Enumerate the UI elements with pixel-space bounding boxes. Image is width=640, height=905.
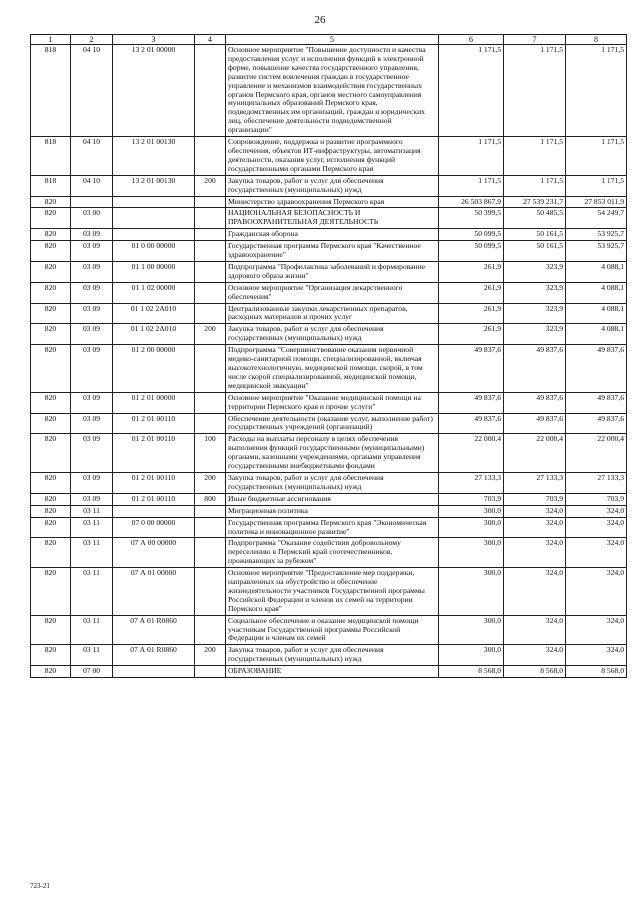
- target-article-code: 07 А 01 R0860: [113, 615, 195, 645]
- amount-year-3: 27 133,3: [566, 472, 627, 493]
- ministry-code: 820: [31, 493, 71, 505]
- table-row: [31, 261, 627, 282]
- amount-year-3: 53 925,7: [566, 241, 627, 262]
- section-code: 03 11: [71, 538, 113, 568]
- section-code: 03 09: [71, 493, 113, 505]
- column-number: 4: [195, 35, 226, 45]
- amount-year-1: 27 133,3: [439, 472, 504, 493]
- amount-year-2: 323,9: [504, 282, 566, 303]
- amount-year-1: 261,9: [439, 303, 504, 324]
- table-row: [31, 241, 627, 262]
- column-number: 7: [504, 35, 566, 45]
- amount-year-3: 1 171,5: [566, 137, 627, 176]
- table-row: [31, 303, 627, 324]
- amount-year-2: 324,0: [504, 645, 566, 666]
- amount-year-1: 300,0: [439, 505, 504, 517]
- section-code: 03 09: [71, 434, 113, 473]
- table-row: [31, 208, 627, 229]
- table-row: [31, 345, 627, 393]
- page-number: 26: [314, 14, 326, 26]
- amount-year-3: 4 088,1: [566, 261, 627, 282]
- ministry-code: 820: [31, 538, 71, 568]
- ministry-code: 818: [31, 175, 71, 196]
- section-code: 07 00: [71, 666, 113, 678]
- expense-type-code: [195, 229, 226, 241]
- amount-year-3: 4 088,1: [566, 324, 627, 345]
- amount-year-2: 50 161,5: [504, 241, 566, 262]
- ministry-code: 820: [31, 645, 71, 666]
- section-code: 03 09: [71, 392, 113, 413]
- amount-year-1: 300,0: [439, 615, 504, 645]
- ministry-code: 818: [31, 137, 71, 176]
- table-row: [31, 229, 627, 241]
- section-code: 03 11: [71, 505, 113, 517]
- expense-type-code: [195, 345, 226, 393]
- target-article-code: 01 2 01 00110: [113, 472, 195, 493]
- section-code: 03 00: [71, 208, 113, 229]
- amount-year-1: 300,0: [439, 568, 504, 616]
- target-article-code: 01 1 00 00000: [113, 261, 195, 282]
- amount-year-2: 50 161,5: [504, 229, 566, 241]
- expense-type-code: 200: [195, 324, 226, 345]
- target-article-code: 13 2 01 00130: [113, 175, 195, 196]
- ministry-code: 820: [31, 229, 71, 241]
- column-number: 6: [439, 35, 504, 45]
- amount-year-3: 324,0: [566, 615, 627, 645]
- amount-year-2: 324,0: [504, 568, 566, 616]
- table-row: [31, 392, 627, 413]
- budget-table: [30, 34, 627, 678]
- amount-year-1: 300,0: [439, 517, 504, 538]
- amount-year-1: 50 399,5: [439, 208, 504, 229]
- amount-year-2: 22 000,4: [504, 434, 566, 473]
- table-row: [31, 282, 627, 303]
- target-article-code: 07 А 01 00000: [113, 568, 195, 616]
- amount-year-2: 1 171,5: [504, 137, 566, 176]
- amount-year-2: 324,0: [504, 615, 566, 645]
- expense-type-code: [195, 538, 226, 568]
- table-row: [31, 615, 627, 645]
- item-description: Закупка товаров, работ и услуг для обеспечения государственных (муниципальных) нужд: [226, 324, 439, 345]
- target-article-code: 01 2 01 00110: [113, 434, 195, 473]
- expense-type-code: [195, 261, 226, 282]
- table-row: [31, 666, 627, 678]
- amount-year-1: 1 171,5: [439, 137, 504, 176]
- item-description: Гражданская оборона: [226, 229, 439, 241]
- item-description: Расходы на выплаты персоналу в целях обеспечения выполнения функций государственными (муниципальными) органами, казенными учреждениями, органами управления государственными внебюджетными фондами: [226, 434, 439, 473]
- target-article-code: [113, 505, 195, 517]
- section-code: 03 09: [71, 282, 113, 303]
- expense-type-code: [195, 392, 226, 413]
- amount-year-3: 324,0: [566, 505, 627, 517]
- target-article-code: 01 2 01 00000: [113, 392, 195, 413]
- amount-year-3: 22 000,4: [566, 434, 627, 473]
- item-description: НАЦИОНАЛЬНАЯ БЕЗОПАСНОСТЬ И ПРАВООХРАНИТЕЛЬНАЯ ДЕЯТЕЛЬНОСТЬ: [226, 208, 439, 229]
- amount-year-2: 324,0: [504, 505, 566, 517]
- table-row: [31, 517, 627, 538]
- target-article-code: 01 1 02 2A010: [113, 303, 195, 324]
- amount-year-1: 1 171,5: [439, 175, 504, 196]
- amount-year-2: 50 485,5: [504, 208, 566, 229]
- amount-year-3: 1 171,5: [566, 45, 627, 137]
- item-description: ОБРАЗОВАНИЕ: [226, 666, 439, 678]
- amount-year-1: 49 837,6: [439, 345, 504, 393]
- amount-year-3: 1 171,5: [566, 175, 627, 196]
- expense-type-code: [195, 303, 226, 324]
- column-number: 2: [71, 35, 113, 45]
- section-code: 03 09: [71, 303, 113, 324]
- amount-year-3: 49 837,6: [566, 345, 627, 393]
- item-description: Государственная программа Пермского края "Экономическая политика и инновационное развитие": [226, 517, 439, 538]
- amount-year-3: 8 568,0: [566, 666, 627, 678]
- expense-type-code: [195, 137, 226, 176]
- amount-year-2: 1 171,5: [504, 175, 566, 196]
- section-code: 03 11: [71, 568, 113, 616]
- table-row: [31, 45, 627, 137]
- item-description: Основное мероприятие "Повышение доступности и качества предоставления услуг и исполнения функций в электронной форме, повышение качества государственного управления, развитие систем вовлечения граждан в государственное управление и механизмов взаимодействия государственных органов Пермского края, органов местного самоуправления муниципальных образований Пермского края, подведомственных им организаций, граждан и юридических лиц, обеспечение деятельности подведомственной организации": [226, 45, 439, 137]
- target-article-code: 01 2 01 00110: [113, 493, 195, 505]
- amount-year-3: 324,0: [566, 517, 627, 538]
- target-article-code: [113, 666, 195, 678]
- amount-year-2: 49 837,6: [504, 392, 566, 413]
- amount-year-3: 54 249,7: [566, 208, 627, 229]
- target-article-code: 13 2 01 00000: [113, 45, 195, 137]
- expense-type-code: [195, 568, 226, 616]
- table-row: [31, 538, 627, 568]
- ministry-code: 820: [31, 196, 71, 208]
- amount-year-1: 49 837,6: [439, 392, 504, 413]
- expense-type-code: [195, 241, 226, 262]
- ministry-code: 820: [31, 241, 71, 262]
- amount-year-1: 300,0: [439, 538, 504, 568]
- amount-year-3: 324,0: [566, 645, 627, 666]
- amount-year-2: 8 568,0: [504, 666, 566, 678]
- section-code: 03 09: [71, 229, 113, 241]
- table-row: [31, 175, 627, 196]
- section-code: 04 10: [71, 45, 113, 137]
- ministry-code: 820: [31, 505, 71, 517]
- item-description: Миграционная политика: [226, 505, 439, 517]
- target-article-code: 07 0 00 00000: [113, 517, 195, 538]
- ministry-code: 820: [31, 345, 71, 393]
- section-code: 03 09: [71, 241, 113, 262]
- table-row: [31, 413, 627, 434]
- target-article-code: 01 2 00 00000: [113, 345, 195, 393]
- amount-year-2: 49 837,6: [504, 413, 566, 434]
- amount-year-2: 49 837,6: [504, 345, 566, 393]
- column-number-row: [31, 35, 627, 45]
- item-description: Министерство здравоохранения Пермского края: [226, 196, 439, 208]
- amount-year-1: 261,9: [439, 324, 504, 345]
- ministry-code: 820: [31, 517, 71, 538]
- expense-type-code: [195, 666, 226, 678]
- amount-year-3: 27 853 011,9: [566, 196, 627, 208]
- table-row: [31, 645, 627, 666]
- ministry-code: 820: [31, 282, 71, 303]
- amount-year-2: 324,0: [504, 517, 566, 538]
- expense-type-code: [195, 517, 226, 538]
- item-description: Сопровождение, поддержка и развитие программного обеспечения, объектов ИТ-инфраструктуры, автоматизация деятельности, оказания услуг, исполнения функций государственными органами Пермского края: [226, 137, 439, 176]
- item-description: Подпрограмма "Профилактика заболеваний и формирование здорового образа жизни": [226, 261, 439, 282]
- item-description: Подпрограмма "Совершенствование оказания первичной медико-санитарной помощи, специализированной, включая высокотехнологичную, медицинской помощи, скорой, в том числе скорой специализированной, медицинской помощи, медицинской эвакуации": [226, 345, 439, 393]
- table-row: [31, 137, 627, 176]
- section-code: 03 09: [71, 345, 113, 393]
- ministry-code: 820: [31, 413, 71, 434]
- expense-type-code: [195, 208, 226, 229]
- table-row: [31, 434, 627, 473]
- ministry-code: 820: [31, 568, 71, 616]
- expense-type-code: [195, 196, 226, 208]
- table-row: [31, 472, 627, 493]
- column-number: 8: [566, 35, 627, 45]
- expense-type-code: [195, 45, 226, 137]
- amount-year-1: 22 000,4: [439, 434, 504, 473]
- column-number: 1: [31, 35, 71, 45]
- target-article-code: 07 А 00 00000: [113, 538, 195, 568]
- amount-year-3: 703,9: [566, 493, 627, 505]
- ministry-code: 820: [31, 434, 71, 473]
- ministry-code: 820: [31, 666, 71, 678]
- ministry-code: 820: [31, 392, 71, 413]
- amount-year-1: 1 171,5: [439, 45, 504, 137]
- amount-year-2: 323,9: [504, 261, 566, 282]
- amount-year-1: 50 099,5: [439, 241, 504, 262]
- target-article-code: [113, 208, 195, 229]
- amount-year-3: 53 925,7: [566, 229, 627, 241]
- table-row: [31, 493, 627, 505]
- ministry-code: 820: [31, 208, 71, 229]
- amount-year-1: 703,9: [439, 493, 504, 505]
- expense-type-code: [195, 282, 226, 303]
- amount-year-1: 261,9: [439, 282, 504, 303]
- amount-year-2: 324,0: [504, 538, 566, 568]
- section-code: 03 09: [71, 261, 113, 282]
- section-code: 04 10: [71, 175, 113, 196]
- amount-year-1: 26 503 867,9: [439, 196, 504, 208]
- column-number: 5: [226, 35, 439, 45]
- amount-year-2: 27 539 231,7: [504, 196, 566, 208]
- item-description: Основное мероприятие "Оказание медицинской помощи на территории Пермского края и прочие услуги": [226, 392, 439, 413]
- section-code: 04 10: [71, 137, 113, 176]
- ministry-code: 820: [31, 324, 71, 345]
- item-description: Обеспечение деятельности (оказание услуг, выполнение работ) государственных учреждений (организаций): [226, 413, 439, 434]
- table-row: [31, 196, 627, 208]
- column-number: 3: [113, 35, 195, 45]
- target-article-code: 01 1 02 2A010: [113, 324, 195, 345]
- ministry-code: 820: [31, 615, 71, 645]
- section-code: 03 09: [71, 324, 113, 345]
- amount-year-2: 323,9: [504, 324, 566, 345]
- table-row: [31, 568, 627, 616]
- ministry-code: 820: [31, 261, 71, 282]
- item-description: Иные бюджетные ассигнования: [226, 493, 439, 505]
- section-code: 03 09: [71, 472, 113, 493]
- item-description: Закупка товаров, работ и услуг для обеспечения государственных (муниципальных) нужд: [226, 175, 439, 196]
- amount-year-2: 1 171,5: [504, 45, 566, 137]
- target-article-code: 07 А 01 R0860: [113, 645, 195, 666]
- section-code: 03 11: [71, 645, 113, 666]
- target-article-code: 13 2 01 00130: [113, 137, 195, 176]
- item-description: Закупка товаров, работ и услуг для обеспечения государственных (муниципальных) нужд: [226, 645, 439, 666]
- amount-year-2: 27 133,3: [504, 472, 566, 493]
- item-description: Основное мероприятие "Организация лекарственного обеспечения": [226, 282, 439, 303]
- item-description: Основное мероприятие "Предоставление мер поддержки, направленных на обустройство и обеспечение жизнедеятельности участников Государственной программы Российской Федерации и членов их семей на территории Пермского края": [226, 568, 439, 616]
- expense-type-code: 200: [195, 472, 226, 493]
- amount-year-3: 324,0: [566, 568, 627, 616]
- section-code: 03 09: [71, 413, 113, 434]
- item-description: Подпрограмма "Оказание содействия добровольному переселению в Пермский край соотечественников, проживающих за рубежом": [226, 538, 439, 568]
- expense-type-code: 100: [195, 434, 226, 473]
- amount-year-3: 49 837,6: [566, 392, 627, 413]
- expense-type-code: [195, 615, 226, 645]
- amount-year-1: 300,0: [439, 645, 504, 666]
- expense-type-code: 200: [195, 645, 226, 666]
- target-article-code: [113, 229, 195, 241]
- amount-year-3: 4 088,1: [566, 303, 627, 324]
- expense-type-code: 200: [195, 175, 226, 196]
- target-article-code: 01 0 00 00000: [113, 241, 195, 262]
- footer-code: 723-21: [30, 882, 50, 890]
- item-description: Государственная программа Пермского края "Качественное здравоохранение": [226, 241, 439, 262]
- target-article-code: 01 2 01 00110: [113, 413, 195, 434]
- section-code: 03 11: [71, 615, 113, 645]
- item-description: Закупка товаров, работ и услуг для обеспечения государственных (муниципальных) нужд: [226, 472, 439, 493]
- section-code: 03 11: [71, 517, 113, 538]
- amount-year-1: 8 568,0: [439, 666, 504, 678]
- ministry-code: 820: [31, 472, 71, 493]
- amount-year-1: 49 837,6: [439, 413, 504, 434]
- ministry-code: 818: [31, 45, 71, 137]
- expense-type-code: [195, 413, 226, 434]
- expense-type-code: 800: [195, 493, 226, 505]
- amount-year-1: 261,9: [439, 261, 504, 282]
- amount-year-3: 324,0: [566, 538, 627, 568]
- target-article-code: [113, 196, 195, 208]
- section-code: [71, 196, 113, 208]
- ministry-code: 820: [31, 303, 71, 324]
- expense-type-code: [195, 505, 226, 517]
- amount-year-3: 4 088,1: [566, 282, 627, 303]
- amount-year-2: 703,9: [504, 493, 566, 505]
- amount-year-2: 323,9: [504, 303, 566, 324]
- amount-year-1: 50 099,5: [439, 229, 504, 241]
- item-description: Централизованные закупки лекарственных препаратов, расходных материалов и прочих услуг: [226, 303, 439, 324]
- target-article-code: 01 1 02 00000: [113, 282, 195, 303]
- table-row: [31, 324, 627, 345]
- item-description: Социальное обеспечение и оказание медицинской помощи участникам Государственной программы Российской Федерации и членам их семей: [226, 615, 439, 645]
- table-row: [31, 505, 627, 517]
- amount-year-3: 49 837,6: [566, 413, 627, 434]
